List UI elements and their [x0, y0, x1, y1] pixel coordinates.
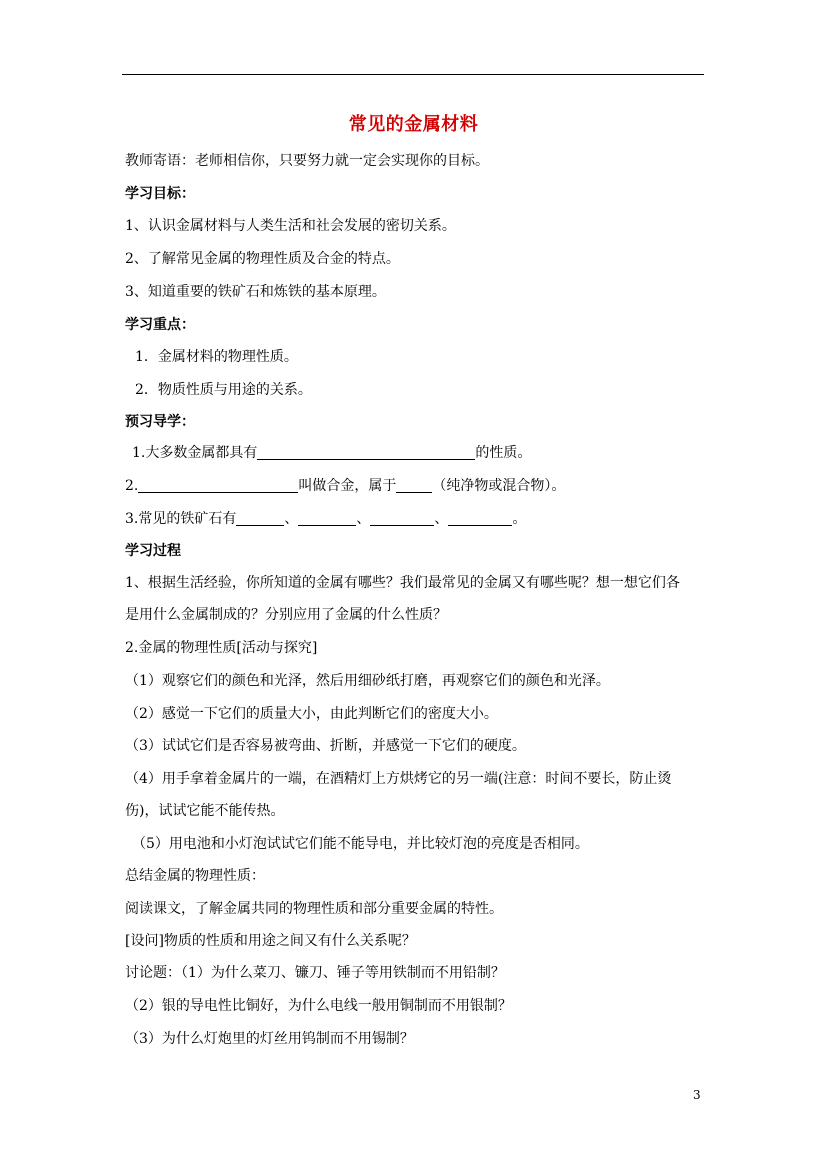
- objective-item: 3、知道重要的铁矿石和炼铁的基本原理。: [125, 284, 386, 300]
- key-point-item: 2．物质性质与用途的关系。: [135, 382, 312, 398]
- preview-q1-prefix: 1.大多数金属都具有: [132, 445, 258, 461]
- activity-item: （5）用电池和小灯泡试试它们能不能导电，并比较灯泡的亮度是否相同。: [132, 836, 589, 852]
- separator: 、: [284, 511, 299, 527]
- separator: 、: [434, 511, 449, 527]
- objectives-heading: 学习目标：: [125, 186, 195, 202]
- key-point-item: 1．金属材料的物理性质。: [135, 349, 298, 365]
- fill-blank[interactable]: [138, 478, 298, 493]
- page-title: 常见的金属材料: [348, 114, 479, 135]
- discussion-item: 讨论题：（1）为什么菜刀、镰刀、锤子等用铁制而不用铅制？: [125, 965, 505, 981]
- preview-q1-suffix: 的性质。: [475, 445, 532, 461]
- activity-item: （2）感觉一下它们的质量大小，由此判断它们的密度大小。: [125, 706, 498, 722]
- summary-prompt: 总结金属的物理性质：: [125, 868, 265, 884]
- fill-blank[interactable]: [257, 445, 475, 460]
- header-rule: [122, 74, 704, 75]
- process-paragraph: 是用什么金属制成的？分别应用了金属的什么性质？: [125, 607, 447, 623]
- preview-question-3: [125, 509, 526, 529]
- fill-blank[interactable]: [370, 511, 434, 526]
- process-heading: 学习过程: [125, 543, 181, 559]
- objective-item: 1、认识金属材料与人类生活和社会发展的密切关系。: [125, 218, 456, 234]
- separator: 、: [356, 511, 371, 527]
- process-paragraph: 1、根据生活经验，你所知道的金属有哪些？我们最常见的金属又有哪些呢？想一想它们各: [125, 575, 680, 591]
- activity-item: （3）试试它们是否容易被弯曲、折断，并感觉一下它们的硬度。: [125, 738, 526, 754]
- activity-item: 伤)，试试它能不能传热。: [125, 803, 285, 819]
- page-number: 3: [693, 1088, 701, 1102]
- preview-question-2: [125, 476, 565, 496]
- fill-blank[interactable]: [448, 511, 512, 526]
- discussion-item: （2）银的导电性比铜好，为什么电线一般用铜制而不用银制？: [125, 998, 512, 1014]
- teacher-motto: 教师寄语：老师相信你，只要努力就一定会实现你的目标。: [125, 153, 489, 169]
- process-paragraph: 2.金属的物理性质[活动与探究]: [125, 640, 318, 656]
- activity-item: （4）用手拿着金属片的一端，在酒精灯上方烘烤它的另一端(注意：时间不要长，防止烫: [125, 771, 672, 787]
- objective-item: 2、了解常见金属的物理性质及合金的特点。: [125, 251, 400, 267]
- preview-heading: 预习导学：: [125, 414, 195, 430]
- preview-q3-prefix: 3.常见的铁矿石有: [125, 511, 237, 527]
- preview-q2-mid: 叫做合金，属于: [298, 478, 397, 494]
- reading-instruction: 阅读课文，了解金属共同的物理性质和部分重要金属的特性。: [125, 901, 503, 917]
- question-prompt: [设问]物质的性质和用途之间又有什么关系呢？: [125, 933, 416, 949]
- fill-blank[interactable]: [236, 511, 284, 526]
- activity-item: （1）观察它们的颜色和光泽，然后用细砂纸打磨，再观察它们的颜色和光泽。: [125, 673, 610, 689]
- preview-q2-prefix: 2.: [125, 478, 139, 494]
- fill-blank[interactable]: [298, 511, 356, 526]
- fill-blank[interactable]: [396, 478, 432, 493]
- discussion-item: （3）为什么灯炮里的灯丝用钨制而不用锡制？: [125, 1031, 414, 1047]
- preview-question-1: [132, 443, 531, 463]
- preview-q2-suffix: （纯净物或混合物）。: [432, 478, 566, 494]
- key-points-heading: 学习重点：: [125, 317, 195, 333]
- sentence-end: 。: [512, 511, 527, 527]
